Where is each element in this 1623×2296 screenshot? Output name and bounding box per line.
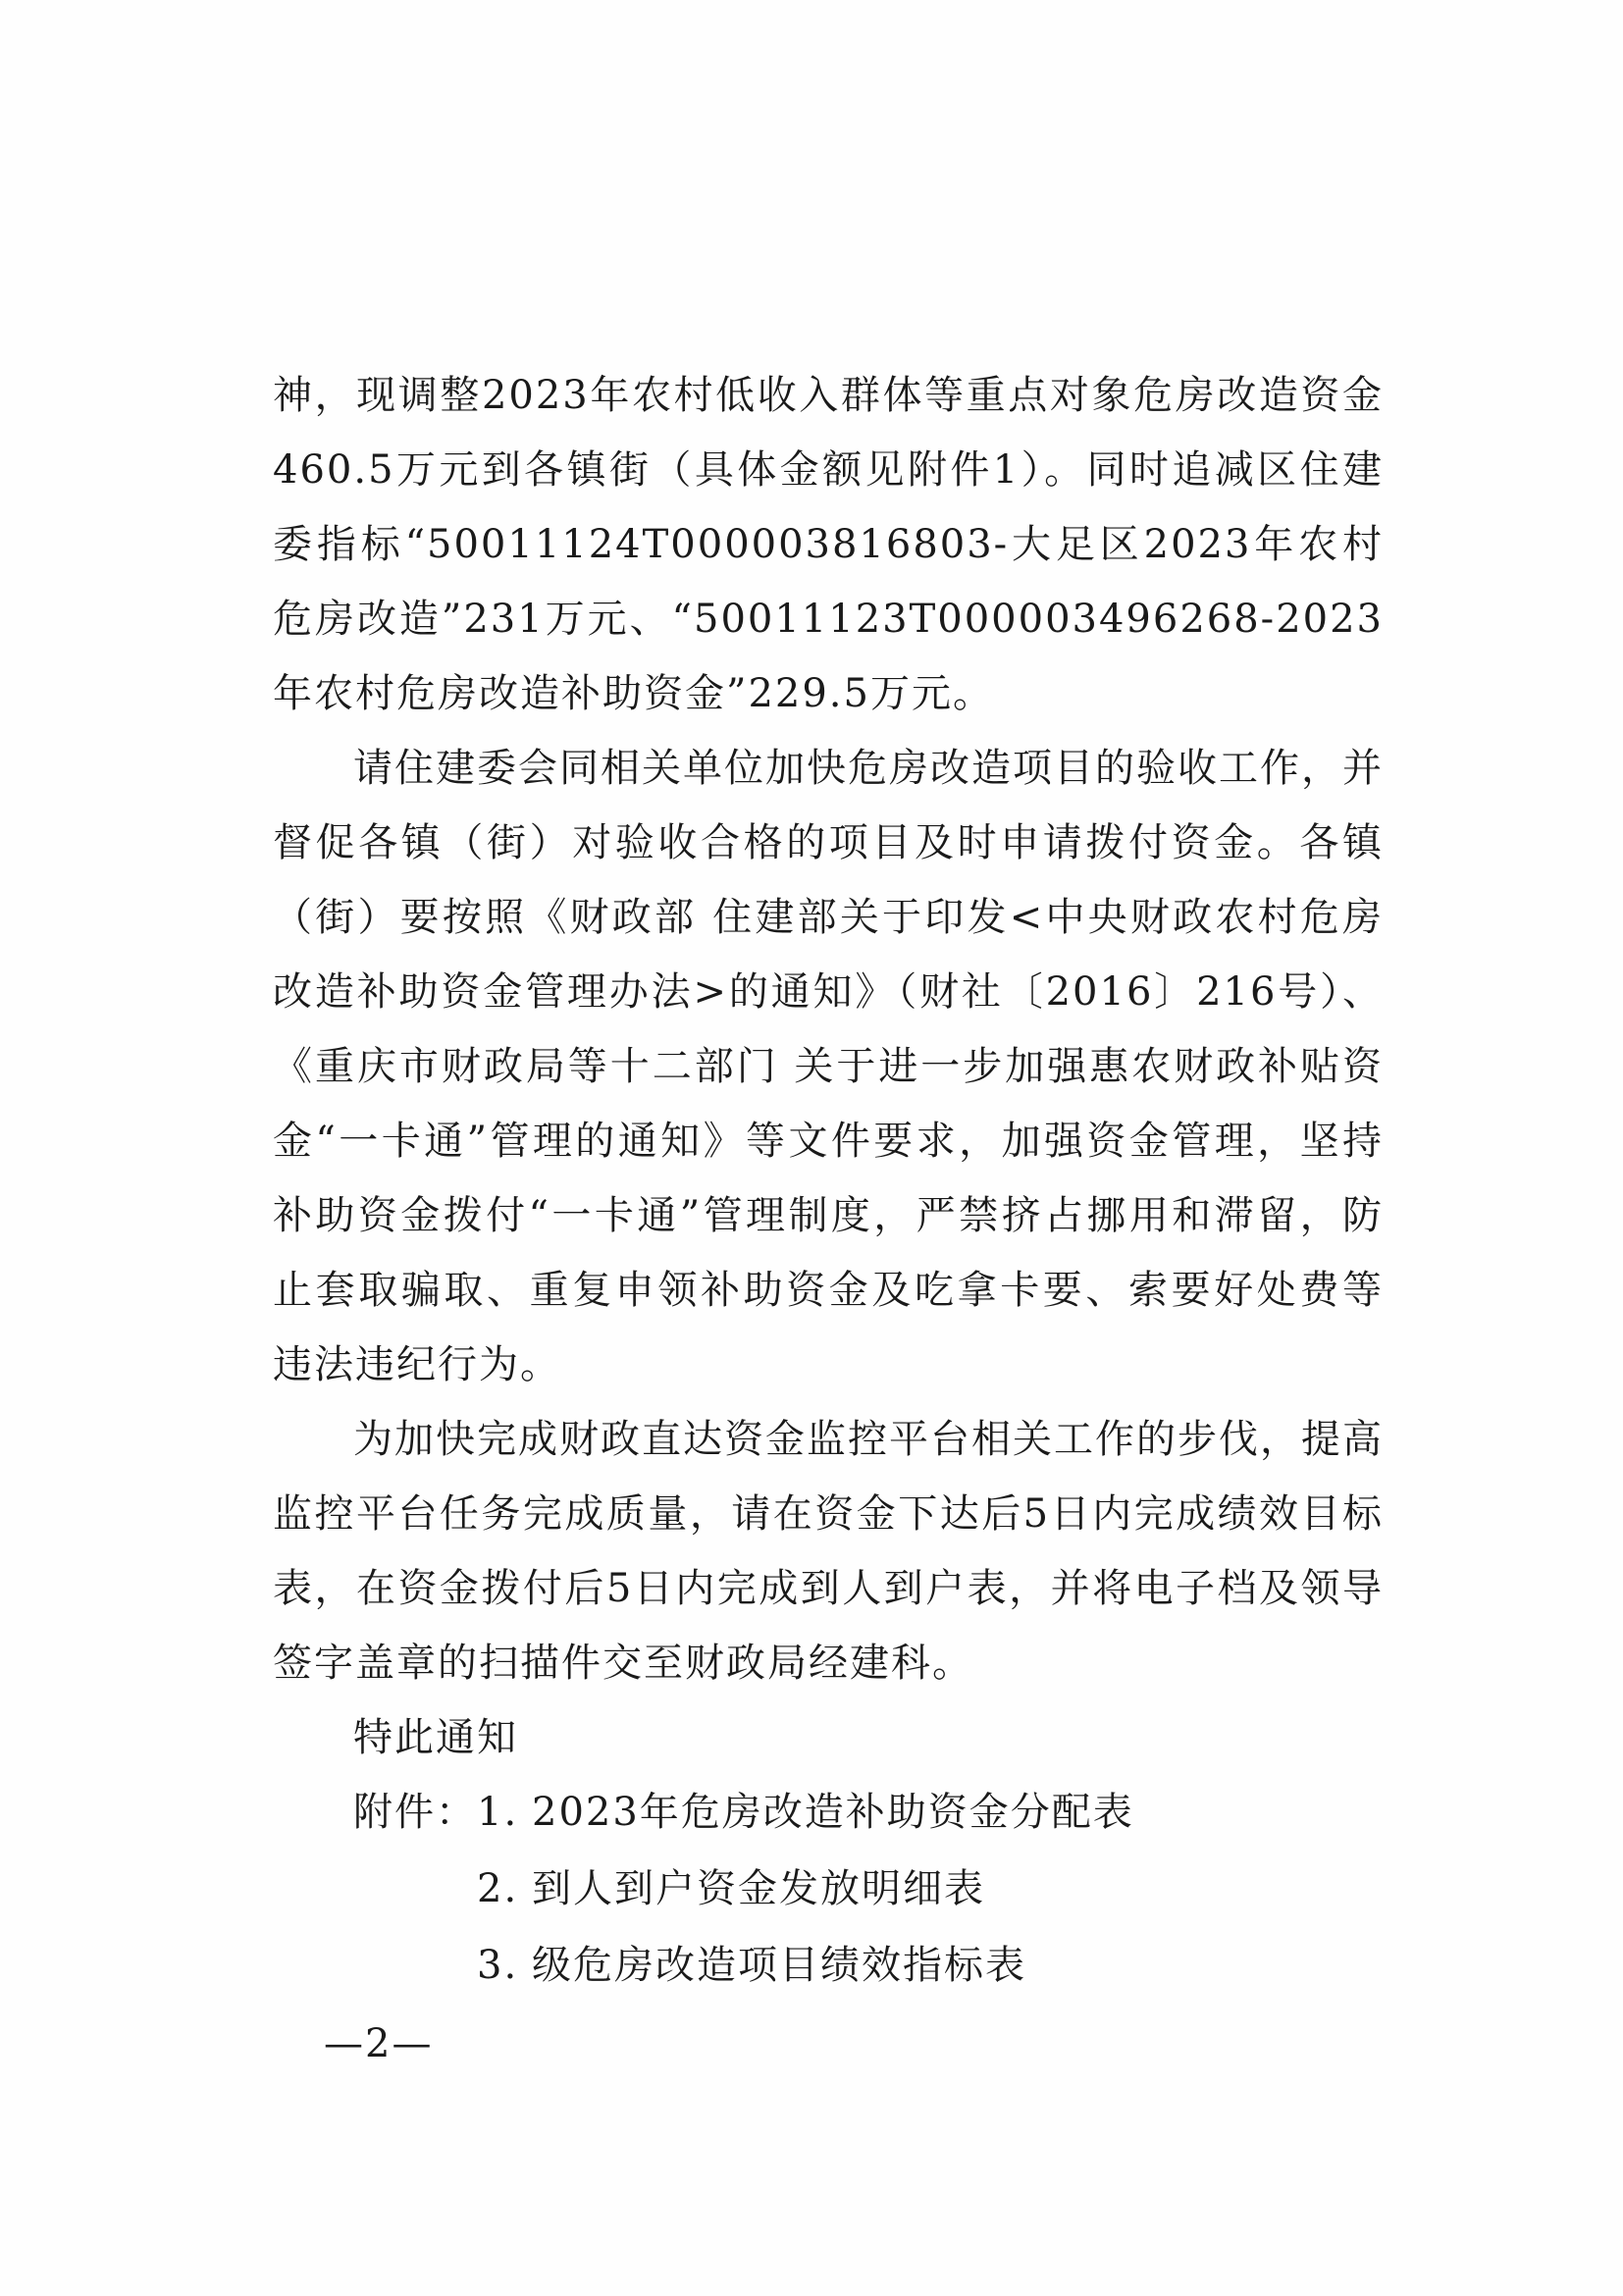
attachment-title: 级危房改造项目绩效指标表 bbox=[532, 1943, 1026, 1988]
attachment-number: 1. bbox=[477, 1790, 519, 1835]
paragraph-monitoring-platform: 为加快完成财政直达资金监控平台相关工作的步伐，提高监控平台任务完成质量，请在资金下达后5日内完成绩效目标表，在资金拨付后5日内完成到人到户表，并将电子档及领导签字盖章的扫描件交至财政局经建科。 bbox=[273, 1417, 1384, 1686]
attachment-item bbox=[353, 1774, 1134, 1851]
paragraph-acceptance-work: 请住建委会同相关单位加快危房改造项目的验收工作，并督促各镇（街）对验收合格的项目及时申请拨付资金。各镇（街）要按照《财政部 住建部关于印发<中央财政农村危房改造补助资金管理办法>的通知》（财社〔2016〕216号）、《重庆市财政局等十二部门 关于进一步加强惠农财政补贴资金“一卡通”管理的通知》等文件要求，加强资金管理，坚持补助资金拨付“一卡通”管理制度，严禁挤占挪用和滞留，防止套取骗取、重复申领补助资金及吃拿卡要、索要好处费等违法违纪行为。 bbox=[273, 746, 1384, 1387]
attachment-item bbox=[353, 1927, 1134, 2004]
page-number: —2— bbox=[324, 2021, 434, 2066]
attachment-label: 附件： bbox=[353, 1790, 477, 1835]
attachment-title: 到人到户资金发放明细表 bbox=[532, 1866, 985, 1911]
document-body bbox=[273, 358, 1384, 1775]
closing-notice: 特此通知 bbox=[353, 1715, 518, 1760]
attachment-number: 3. bbox=[477, 1943, 519, 1988]
attachment-item bbox=[353, 1851, 1134, 1927]
attachment-list bbox=[353, 1774, 1134, 2004]
attachment-title: 2023年危房改造补助资金分配表 bbox=[532, 1790, 1134, 1835]
attachment-number: 2. bbox=[477, 1866, 519, 1911]
paragraph-continuation: 神，现调整2023年农村低收入群体等重点对象危房改造资金460.5万元到各镇街（具体金额见附件1）。同时追减区住建委指标“50011124T000003816803-大足区2023年农村危房改造”231万元、“50011123T000003496268-2023年农村危房改造补助资金”229.5万元。 bbox=[273, 373, 1384, 716]
